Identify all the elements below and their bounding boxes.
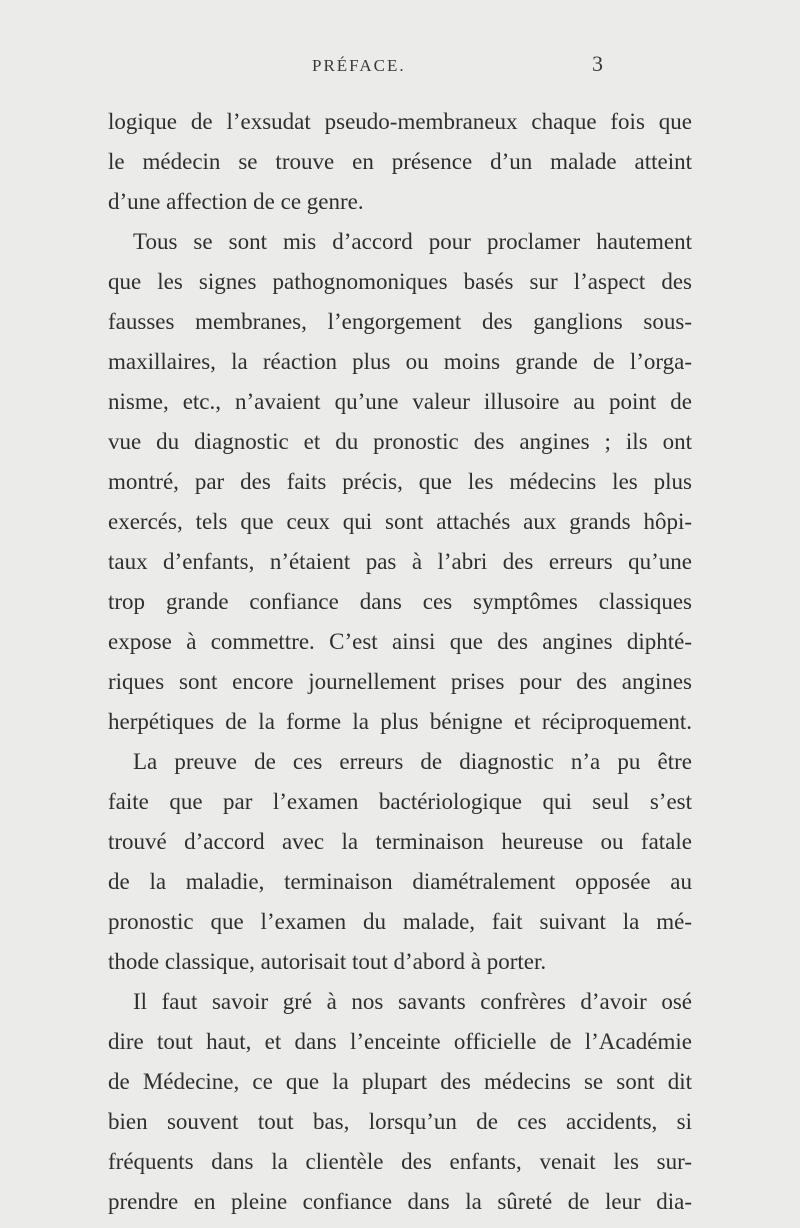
text-line: prendre en pleine confiance dans la sûreté de leur dia-	[108, 1189, 692, 1214]
text-line: que les signes pathognomoniques basés sur l’aspect des	[108, 269, 692, 294]
text-line: La preuve de ces erreurs de diagnostic n’a pu être	[133, 749, 692, 774]
text-line: exercés, tels que ceux qui sont attachés aux grands hôpi-	[108, 509, 692, 534]
text-line: maxillaires, la réaction plus ou moins grande de l’orga-	[108, 349, 692, 374]
text-line: expose à commettre. C’est ainsi que des angines diphté-	[108, 629, 692, 654]
text-line: montré, par des faits précis, que les médecins les plus	[108, 469, 692, 494]
text-line: de Médecine, ce que la plupart des médecins se sont dit	[108, 1069, 692, 1094]
text-line: de la maladie, terminaison diamétralement opposée au	[108, 869, 692, 894]
text-line: herpétiques de la forme la plus bénigne et réciproquement.	[108, 709, 692, 734]
text-line: riques sont encore journellement prises pour des angines	[108, 669, 692, 694]
text-line: fréquents dans la clientèle des enfants, venait les sur-	[108, 1149, 692, 1174]
text-line: nisme, etc., n’avaient qu’une valeur illusoire au point de	[108, 389, 692, 414]
text-line: Tous se sont mis d’accord pour proclamer hautement	[133, 229, 692, 254]
page-number: 3	[592, 51, 603, 76]
text-line: faite que par l’examen bactériologique qui seul s’est	[108, 789, 692, 814]
text-line: logique de l’exsudat pseudo-membraneux chaque fois que	[108, 109, 692, 134]
text-line: Il faut savoir gré à nos savants confrères d’avoir osé	[133, 989, 692, 1014]
text-line: fausses membranes, l’engorgement des ganglions sous-	[108, 309, 692, 334]
text-line: trop grande confiance dans ces symptômes classiques	[108, 589, 692, 614]
text-line: le médecin se trouve en présence d’un malade atteint	[108, 149, 692, 174]
text-line: dire tout haut, et dans l’enceinte officielle de l’Académie	[108, 1029, 692, 1054]
text-line: taux d’enfants, n’étaient pas à l’abri des erreurs qu’une	[108, 549, 692, 574]
text-line: vue du diagnostic et du pronostic des angines ; ils ont	[108, 429, 692, 454]
text-line: bien souvent tout bas, lorsqu’un de ces accidents, si	[108, 1109, 692, 1134]
text-line: trouvé d’accord avec la terminaison heureuse ou fatale	[108, 829, 692, 854]
running-head	[0, 51, 800, 86]
text-line: pronostic que l’examen du malade, fait suivant la mé-	[108, 909, 692, 934]
text-line: d’une affection de ce genre.	[108, 189, 364, 214]
text-line: thode classique, autorisait tout d’abord à porter.	[108, 949, 547, 974]
header-title: PRÉFACE.	[312, 56, 406, 75]
